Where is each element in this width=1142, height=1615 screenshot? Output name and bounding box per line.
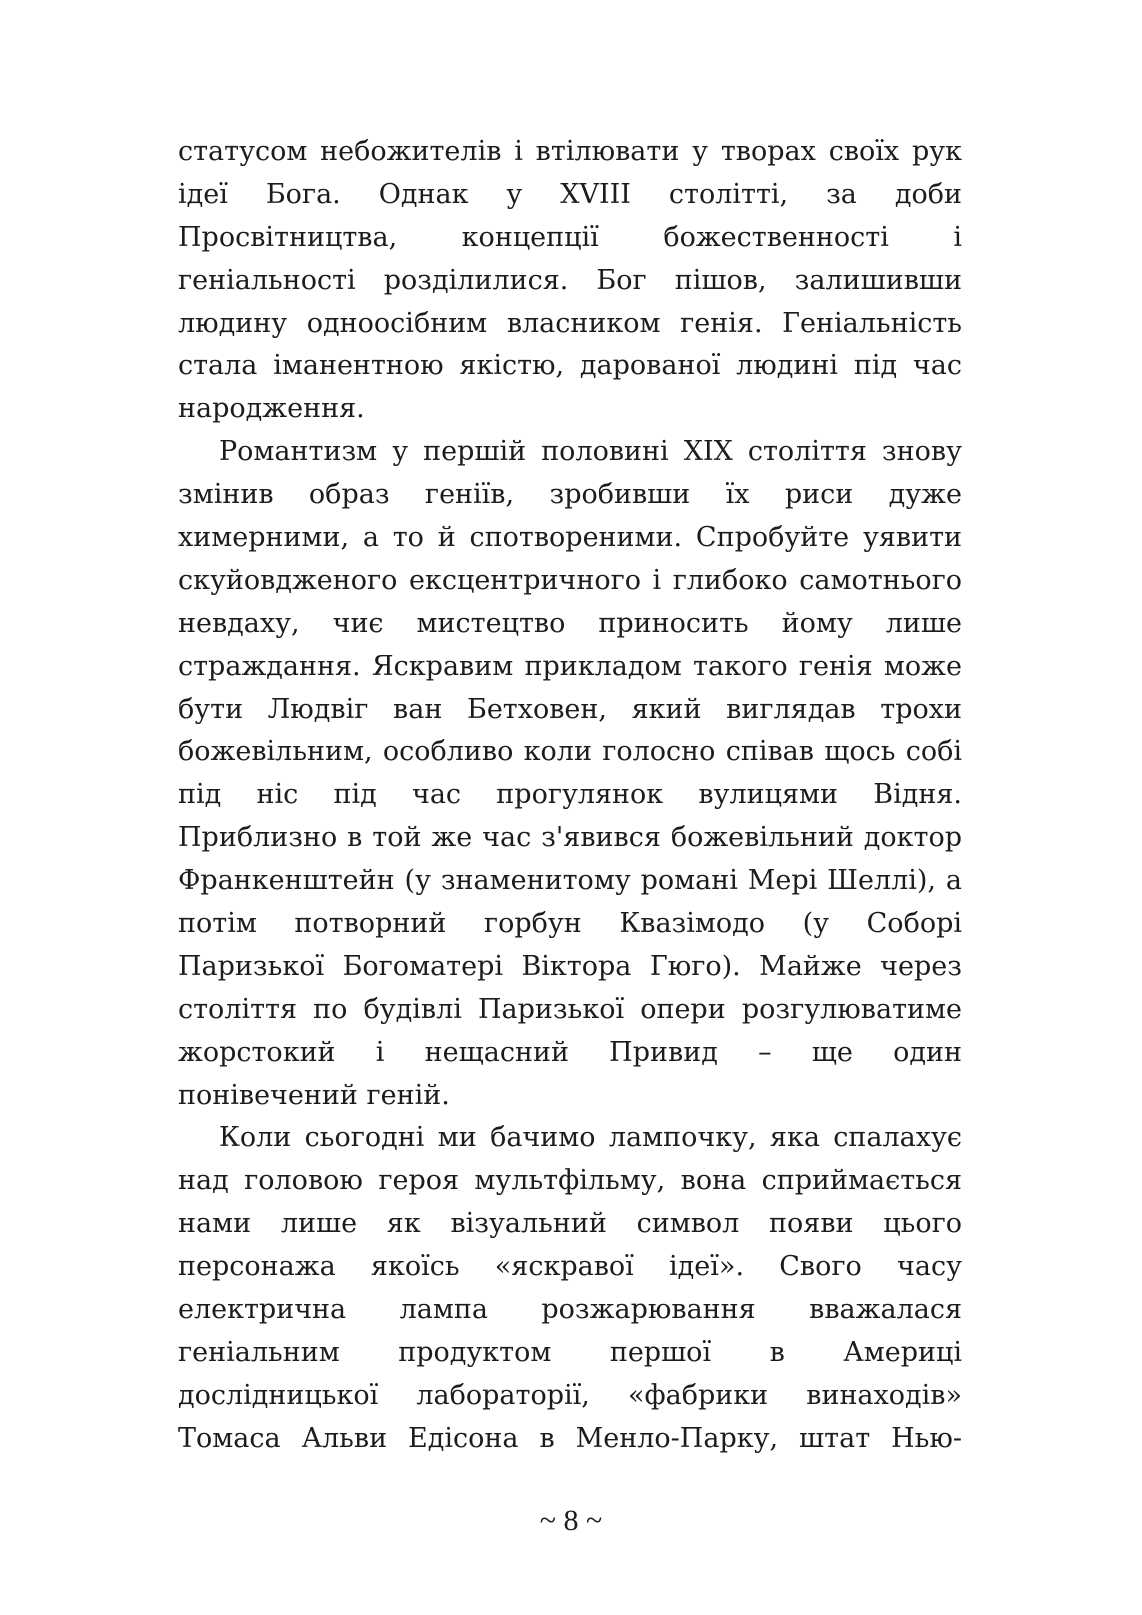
text-line: під ніс під час прогулянок вулицями Відня. — [178, 779, 962, 811]
text-line: химерними, а то й спотвореними. Спробуйте уявити — [178, 522, 962, 554]
text-line: дослідницької лабораторії, «фабрики винаходів» — [178, 1379, 962, 1411]
text-line: над головою героя мультфільму, вона сприймається — [178, 1165, 962, 1197]
text-line: геніальним продуктом першої в Америці — [178, 1336, 962, 1368]
text-line: нами лише як візуальний символ появи цього — [178, 1208, 962, 1240]
text-line: Коли сьогодні ми бачимо лампочку, яка спалахує — [219, 1122, 962, 1154]
text-line: божевільним, особливо коли голосно співав щось собі — [178, 736, 962, 768]
page-number: ~ 8 ~ — [539, 1504, 603, 1537]
text-line: Франкенштейн (у знаменитому романі Мері Шеллі), а — [178, 865, 962, 897]
text-line: Романтизм у першій половині XIX століття знову — [219, 436, 962, 468]
text-line: страждання. Яскравим прикладом такого генія може — [178, 650, 962, 682]
text-line: потім потворний горбун Квазімодо (у Соборі — [178, 908, 962, 940]
text-line: ідеї Бога. Однак у XVIII столітті, за доби — [178, 178, 962, 210]
text-line: понівечений геній. — [178, 1079, 450, 1111]
text-line: жорстокий і нещасний Привид – ще один — [178, 1036, 962, 1068]
text-line: невдаху, чиє мистецтво приносить йому лише — [178, 607, 962, 639]
text-line: століття по будівлі Паризької опери розгулюватиме — [178, 993, 962, 1025]
text-line: геніальності розділилися. Бог пішов, залишивши — [178, 264, 962, 296]
text-line: Томаса Альви Едісона в Менло-Парку, штат Нью- — [178, 1422, 962, 1454]
text-line: Просвітництва, концепції божественності і — [178, 221, 962, 253]
text-line: Паризької Богоматері Віктора Гюго). Майже через — [178, 950, 962, 982]
text-line: статусом небожителів і втілювати у творах своїх рук — [178, 136, 962, 167]
text-line: стала іманентною якістю, дарованої людині під час — [178, 350, 962, 382]
text-line: Приблизно в той же час з'явився божевільний доктор — [178, 822, 962, 854]
text-line: персонажа якоїсь «яскравої ідеї». Свого часу — [178, 1251, 962, 1283]
text-line: людину одноосібним власником генія. Геніальність — [178, 307, 962, 339]
text-line: змінив образ геніїв, зробивши їх риси дуже — [178, 479, 962, 511]
text-line: електрична лампа розжарювання вважалася — [178, 1294, 962, 1326]
text-line: народження. — [178, 393, 365, 425]
body-text — [178, 131, 962, 1461]
text-line: скуйовдженого ексцентричного і глибоко самотнього — [178, 564, 962, 596]
text-line: бути Людвіг ван Бетховен, який виглядав трохи — [178, 693, 962, 725]
